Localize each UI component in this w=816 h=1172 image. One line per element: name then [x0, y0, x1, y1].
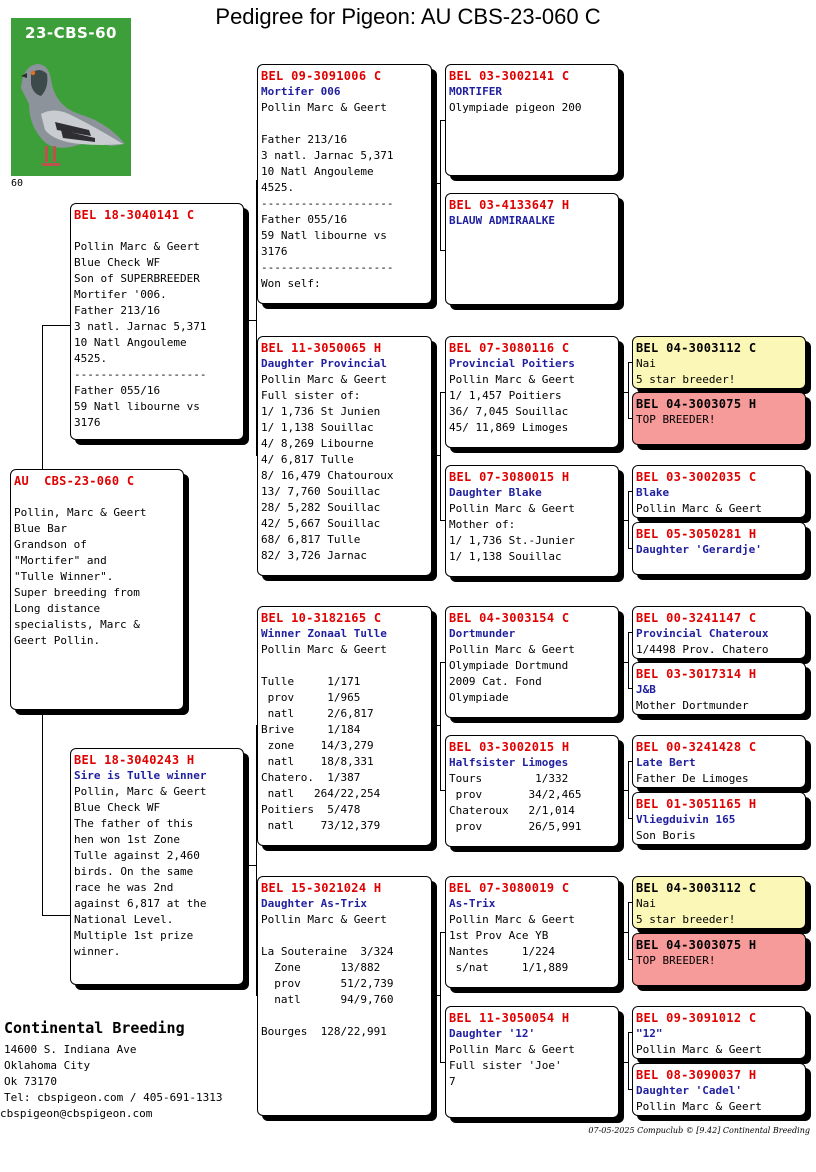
g4-card-2[interactable] — [445, 193, 619, 305]
g3-card-3[interactable] — [257, 606, 432, 846]
g5-details: Pollin Marc & Geert — [636, 502, 762, 515]
g5-card-1[interactable] — [632, 336, 806, 389]
g3-details: Pollin Marc & Geert La Souteraine 3/324 Zone 13/882 prov 51/2,739 natl 94/9,760 Bourges 128/22,991 — [261, 913, 394, 1038]
connector-line — [628, 491, 629, 549]
connector-line — [628, 902, 629, 960]
address-line-2: Oklahoma City — [4, 1059, 91, 1072]
sire-name — [74, 223, 240, 239]
g4-details: Pollin Marc & Geert 1/ 1,457 Poitiers 36/ 7,045 Souillac 45/ 11,869 Limoges — [449, 373, 575, 434]
connector-line — [42, 325, 43, 470]
g3-card-4[interactable] — [257, 876, 432, 1116]
g5-name: J&B — [636, 683, 656, 696]
g4-card-6[interactable] — [445, 735, 619, 847]
g3-name: Mortifer 006 — [261, 85, 341, 98]
dam-name: Sire is Tulle winner — [74, 769, 207, 782]
g4-ring: BEL 07-3080116 C — [449, 341, 570, 355]
g4-ring: BEL 11-3050054 H — [449, 1011, 570, 1025]
g4-name: As-Trix — [449, 897, 496, 910]
g4-name: BLAUW ADMIRAALKE — [449, 214, 555, 227]
g3-details: Pollin Marc & Geert Tulle 1/171 prov 1/965 natl 2/6,817 Brive 1/184 zone 14/3,279 natl 18/8,331 Chatero. 1/387 natl 264/22,254 Poitiers 5/478 natl 73/12,379 — [261, 643, 387, 832]
subject-ring: AU CBS-23-060 C — [14, 474, 135, 488]
g4-details: Tours 1/332 prov 34/2,465 Chateroux 2/1,014 prov 26/5,991 — [449, 772, 582, 833]
address-line-1: 14600 S. Indiana Ave — [4, 1043, 137, 1056]
connector-line — [42, 710, 43, 916]
g4-card-4[interactable] — [445, 465, 619, 577]
page-title: Pedigree for Pigeon: AU CBS-23-060 C — [215, 4, 601, 29]
g5-ring: BEL 01-3051165 H — [636, 797, 757, 811]
g3-ring: BEL 09-3091006 C — [261, 69, 382, 83]
g5-name: Daughter 'Cadel' — [636, 1084, 742, 1097]
dam-details: Pollin, Marc & Geert Blue Check WF The father of this hen won 1st Zone Tulle against 2,460 birds. On the same race he was 2nd against 6,817 at the National Level. Multiple 1st prize winner. — [74, 785, 207, 958]
g5-ring: BEL 04-3003112 C — [636, 341, 757, 355]
address-line-3: Ok 73170 — [4, 1075, 57, 1088]
g4-card-5[interactable] — [445, 606, 619, 718]
sire-ring: BEL 18-3040141 C — [74, 208, 195, 222]
g5-ring: BEL 03-3017314 H — [636, 667, 757, 681]
g5-card-8[interactable] — [632, 792, 806, 845]
g4-ring: BEL 03-3002015 H — [449, 740, 570, 754]
g5-details: TOP BREEDER! — [636, 954, 716, 967]
g4-details: Olympiade pigeon 200 — [449, 101, 582, 114]
g5-name: "12" — [636, 1027, 663, 1040]
photo-caption: 60 — [11, 178, 24, 189]
pigeon-image — [11, 18, 131, 176]
connector-line — [628, 1032, 629, 1090]
g5-details: Son Boris — [636, 829, 696, 842]
connector-line — [440, 392, 441, 521]
g5-details: Nai 5 star breeder! — [636, 897, 736, 926]
breeder-name: Continental Breeding — [4, 1019, 185, 1037]
g5-name: Daughter 'Gerardje' — [636, 543, 762, 556]
g4-ring: BEL 07-3080015 H — [449, 470, 570, 484]
dam-ring: BEL 18-3040243 H — [74, 753, 195, 767]
subject-card[interactable] — [10, 469, 184, 710]
g5-ring: BEL 00-3241428 C — [636, 740, 757, 754]
g4-ring: BEL 07-3080019 C — [449, 881, 570, 895]
g5-ring: BEL 03-3002035 C — [636, 470, 757, 484]
g5-card-7[interactable] — [632, 735, 806, 788]
g5-details: Pollin Marc & Geert — [636, 1043, 762, 1056]
connector-line — [42, 325, 71, 326]
dam-card[interactable] — [70, 748, 244, 985]
print-stamp: 07-05-2025 Compuclub © [9.42] Continental Breeding — [588, 1126, 810, 1135]
g4-card-1[interactable] — [445, 64, 619, 176]
g4-ring: BEL 03-3002141 C — [449, 69, 570, 83]
photo-label: 23-CBS-60 — [25, 24, 117, 42]
g4-details: Pollin Marc & Geert Mother of: 1/ 1,736 St.-Junier 1/ 1,138 Souillac — [449, 502, 575, 563]
sire-details: Pollin Marc & Geert Blue Check WF Son of SUPERBREEDER Mortifer '006. Father 213/16 3 natl. Jarnac 5,371 10 Natl Angouleme 4525. -------------------- Father 055/16 59 Natl libourne vs 3176 — [74, 240, 207, 429]
connector-line — [628, 632, 629, 689]
g5-card-11[interactable] — [632, 1006, 806, 1059]
breeder-contact — [0, 1018, 223, 1122]
g4-card-7[interactable] — [445, 876, 619, 988]
g5-card-3[interactable] — [632, 465, 806, 518]
g4-name: Daughter '12' — [449, 1027, 536, 1040]
connector-line — [42, 915, 71, 916]
g4-name: Daughter Blake — [449, 486, 542, 499]
email: cbspigeon@cbspigeon.com — [0, 1107, 153, 1120]
g3-ring: BEL 11-3050065 H — [261, 341, 382, 355]
g5-card-9[interactable] — [632, 876, 806, 929]
subject-details: Pollin, Marc & Geert Blue Bar Grandson of "Mortifer" and "Tulle Winner". Super breeding from Long distance specialists, Marc & Geert Pollin. — [14, 506, 147, 647]
g4-name: Dortmunder — [449, 627, 516, 640]
g5-name: Provincial Chateroux — [636, 627, 769, 640]
g5-ring: BEL 08-3090037 H — [636, 1068, 757, 1082]
g5-card-12[interactable] — [632, 1063, 806, 1116]
g5-details: Father De Limoges — [636, 772, 749, 785]
g3-card-1[interactable] — [257, 64, 432, 304]
connector-line — [440, 662, 441, 791]
g5-details: TOP BREEDER! — [636, 413, 716, 426]
g5-details: Nai 5 star breeder! — [636, 357, 736, 386]
telephone: Tel: cbspigeon.com / 405-691-1313 — [4, 1091, 223, 1104]
g5-card-6[interactable] — [632, 662, 806, 715]
g4-ring: BEL 03-4133647 H — [449, 198, 570, 212]
g5-name: Vliegduivin 165 — [636, 813, 736, 826]
pigeon-photo — [11, 18, 131, 176]
g5-details: 1/4498 Prov. Chatero — [636, 643, 769, 656]
connector-line — [628, 761, 629, 819]
g3-details: Pollin Marc & Geert Full sister of: 1/ 1,736 St Junien 1/ 1,138 Souillac 4/ 8,269 Libourne 4/ 6,817 Tulle 8/ 16,479 Chatouroux 13/ 7,760 Souillac 28/ 5,282 Souillac 42/ 5,667 Souillac 68/ 6,817 Tulle 82/ 3,726 Jarnac — [261, 373, 394, 562]
g3-card-2[interactable] — [257, 336, 432, 576]
g4-name: MORTIFER — [449, 85, 502, 98]
g5-card-2[interactable] — [632, 392, 806, 445]
g3-name: Daughter Provincial — [261, 357, 387, 370]
connector-line — [440, 932, 441, 1063]
g5-name: Blake — [636, 486, 670, 499]
g5-ring: BEL 09-3091012 C — [636, 1011, 757, 1025]
g4-name: Halfsister Limoges — [449, 756, 569, 769]
g5-ring: BEL 05-3050281 H — [636, 527, 757, 541]
g5-name: Late Bert — [636, 756, 696, 769]
g4-card-8[interactable] — [445, 1006, 619, 1118]
g3-ring: BEL 15-3021024 H — [261, 881, 382, 895]
g5-ring: BEL 00-3241147 C — [636, 611, 757, 625]
connector-line — [628, 362, 629, 419]
connector-line — [440, 120, 441, 251]
g3-name: Daughter As-Trix — [261, 897, 367, 910]
g5-details: Mother Dortmunder — [636, 699, 749, 712]
g5-details: Pollin Marc & Geert — [636, 1100, 762, 1113]
g3-details: Pollin Marc & Geert Father 213/16 3 natl. Jarnac 5,371 10 Natl Angouleme 4525. -------------------- Father 055/16 59 Natl libourne vs 3176 -------------------- Won self: — [261, 101, 394, 290]
g4-name: Provincial Poitiers — [449, 357, 575, 370]
g3-ring: BEL 10-3182165 C — [261, 611, 382, 625]
g4-card-3[interactable] — [445, 336, 619, 448]
g4-details: Pollin Marc & Geert Full sister 'Joe' 7 — [449, 1043, 575, 1088]
g5-ring: BEL 04-3003112 C — [636, 881, 757, 895]
g5-card-5[interactable] — [632, 606, 806, 659]
g4-ring: BEL 04-3003154 C — [449, 611, 570, 625]
g3-name: Winner Zonaal Tulle — [261, 627, 387, 640]
g5-card-10[interactable] — [632, 933, 806, 986]
g5-ring: BEL 04-3003075 H — [636, 938, 757, 952]
g4-details: Pollin Marc & Geert Olympiade Dortmund 2009 Cat. Fond Olympiade — [449, 643, 575, 704]
sire-card[interactable] — [70, 203, 244, 440]
g4-details: Pollin Marc & Geert 1st Prov Ace YB Nantes 1/224 s/nat 1/1,889 — [449, 913, 575, 974]
g5-card-4[interactable] — [632, 522, 806, 575]
g5-ring: BEL 04-3003075 H — [636, 397, 757, 411]
